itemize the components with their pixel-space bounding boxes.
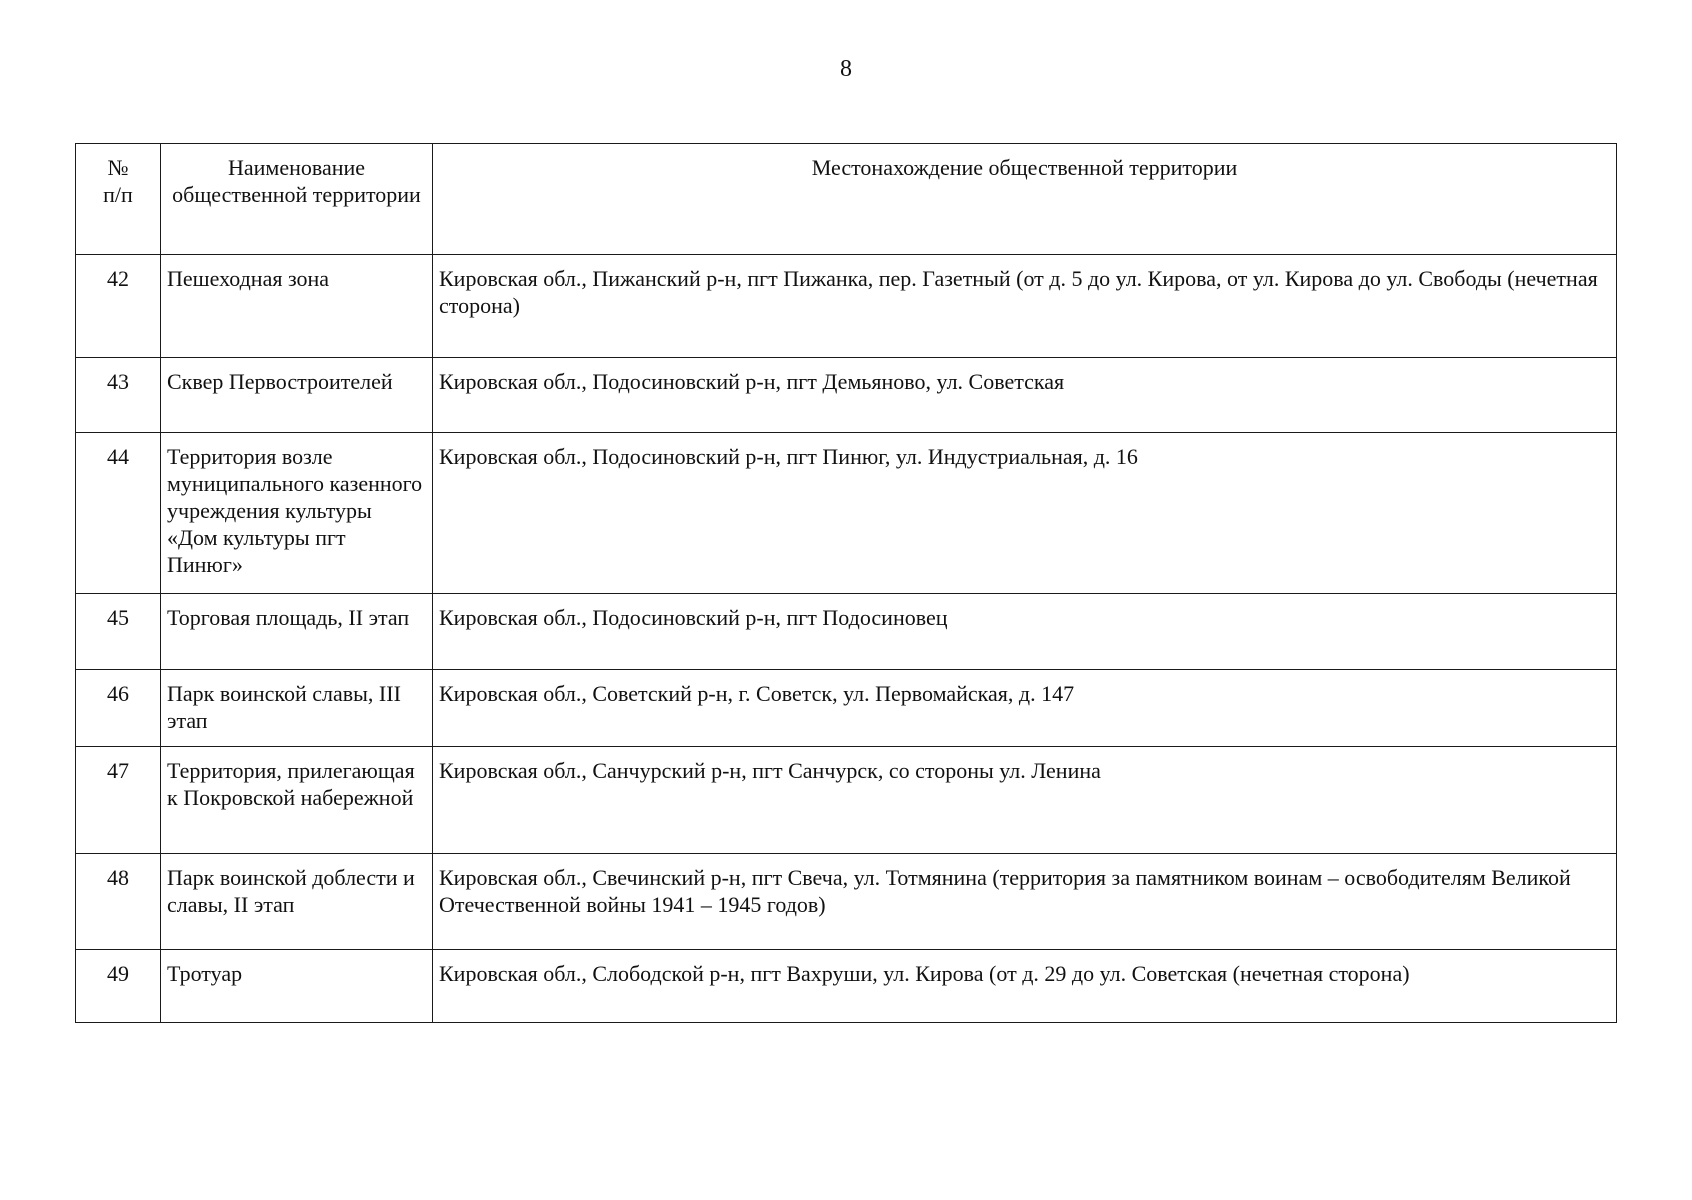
page-number: 8 — [840, 56, 852, 82]
header-number-abbrev: п/п — [103, 182, 133, 207]
table-row — [76, 594, 1617, 670]
table-row — [76, 670, 1617, 747]
row-number: 45 — [76, 594, 161, 670]
territory-name: Территория возле муниципального казенного учреждения культуры «Дом культуры пгт Пинюг» — [161, 433, 433, 594]
header-name: Наименование общественной территории — [161, 144, 433, 255]
row-number: 48 — [76, 854, 161, 950]
territory-name: Сквер Первостроителей — [161, 358, 433, 433]
territory-location: Кировская обл., Советский р-н, г. Советск, ул. Первомайская, д. 147 — [433, 670, 1617, 747]
table-row — [76, 747, 1617, 854]
table-row — [76, 358, 1617, 433]
table-row — [76, 950, 1617, 1023]
territory-location: Кировская обл., Свечинский р-н, пгт Свеча, ул. Тотмянина (территория за памятником воинам – освободителям Великой Отечественной войны 1941 – 1945 годов) — [433, 854, 1617, 950]
row-number: 44 — [76, 433, 161, 594]
territory-name: Парк воинской доблести и славы, II этап — [161, 854, 433, 950]
table-row — [76, 433, 1617, 594]
territory-name: Торговая площадь, II этап — [161, 594, 433, 670]
territory-location: Кировская обл., Подосиновский р-н, пгт Подосиновец — [433, 594, 1617, 670]
table-header-row — [76, 144, 1617, 255]
row-number: 46 — [76, 670, 161, 747]
territory-name: Тротуар — [161, 950, 433, 1023]
territory-location: Кировская обл., Санчурский р-н, пгт Санчурск, со стороны ул. Ленина — [433, 747, 1617, 854]
header-location: Местонахождение общественной территории — [433, 144, 1617, 255]
public-territories-table — [75, 143, 1617, 1023]
table-row — [76, 255, 1617, 358]
row-number: 42 — [76, 255, 161, 358]
territory-name: Пешеходная зона — [161, 255, 433, 358]
table-row — [76, 854, 1617, 950]
territory-location: Кировская обл., Подосиновский р-н, пгт Пинюг, ул. Индустриальная, д. 16 — [433, 433, 1617, 594]
territory-name: Территория, прилегающая к Покровской набережной — [161, 747, 433, 854]
header-number — [76, 144, 161, 255]
territory-location: Кировская обл., Пижанский р-н, пгт Пижанка, пер. Газетный (от д. 5 до ул. Кирова, от ул. Кирова до ул. Свободы (нечетная сторона) — [433, 255, 1617, 358]
territory-name: Парк воинской славы, III этап — [161, 670, 433, 747]
row-number: 43 — [76, 358, 161, 433]
row-number: 49 — [76, 950, 161, 1023]
territory-location: Кировская обл., Подосиновский р-н, пгт Демьяново, ул. Советская — [433, 358, 1617, 433]
row-number: 47 — [76, 747, 161, 854]
territory-location: Кировская обл., Слободской р-н, пгт Вахруши, ул. Кирова (от д. 29 до ул. Советская (нечетная сторона) — [433, 950, 1617, 1023]
header-number-sign: № — [107, 155, 129, 180]
